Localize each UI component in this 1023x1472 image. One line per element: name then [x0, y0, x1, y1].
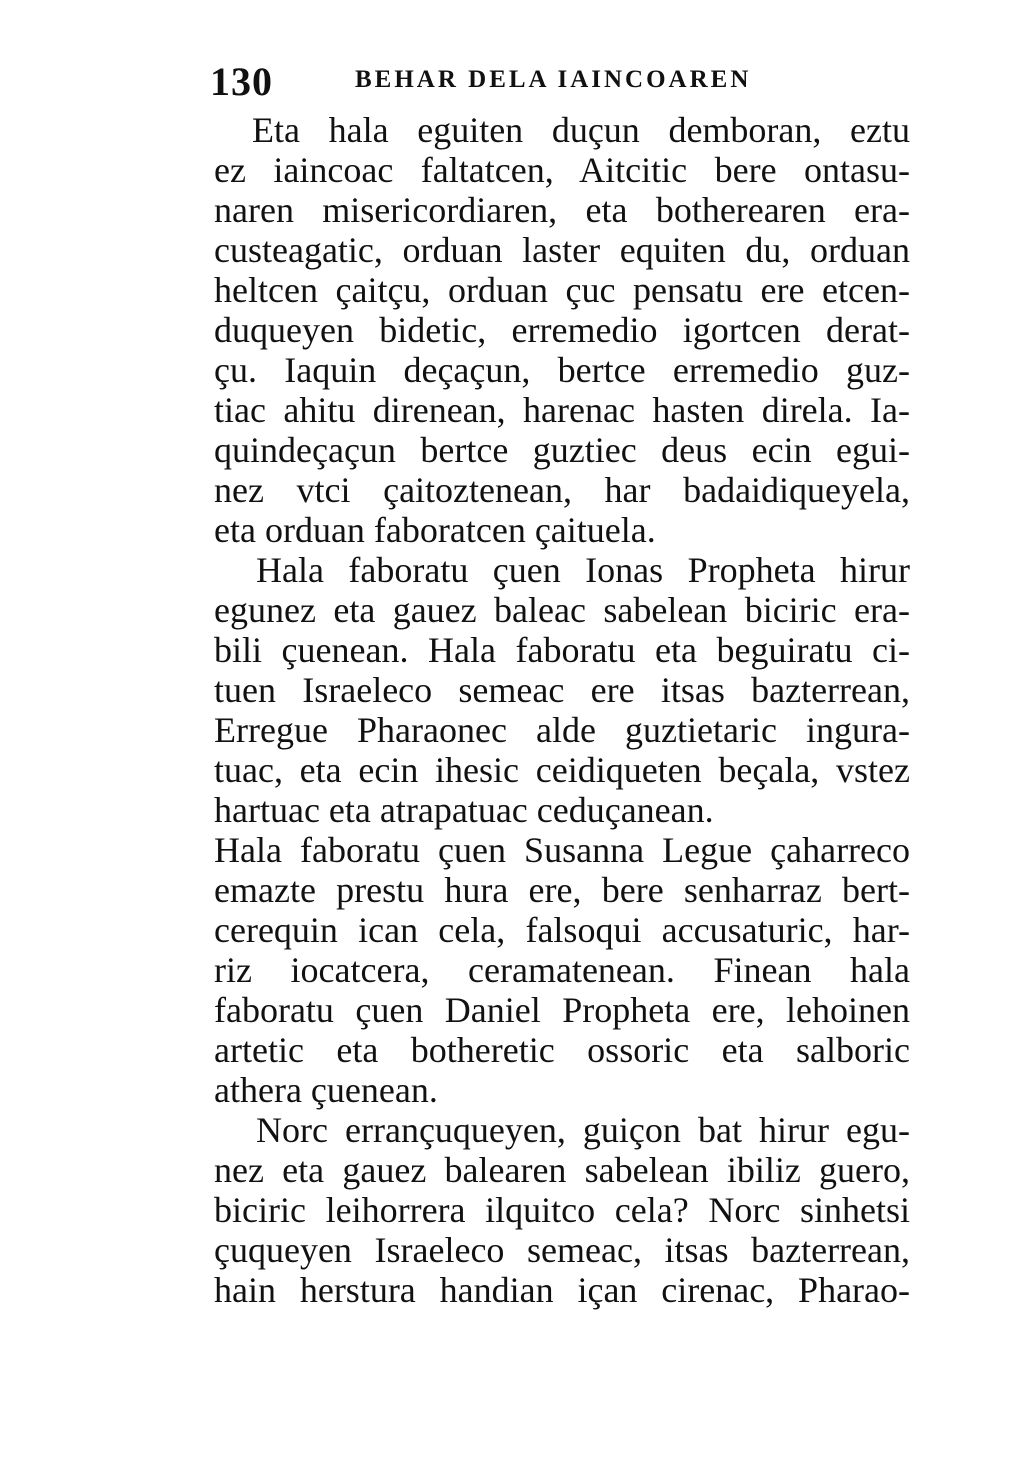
text-line: ez iaincoac faltatcen, Aitcitic bere ontasu-: [214, 150, 910, 190]
text-line: heltcen çaitçu, orduan çuc pensatu ere etcen-: [214, 270, 910, 310]
text-line: egunez eta gauez baleac sabelean biciric era-: [214, 590, 910, 630]
text-line: tiac ahitu direnean, harenac hasten direla. Ia-: [214, 390, 910, 430]
text-line: nez vtci çaitoztenean, har badaidiqueyela,: [214, 470, 910, 510]
text-line: çuqueyen Israeleco semeac, itsas bazterrean,: [214, 1230, 910, 1270]
text-line: çu. Iaquin deçaçun, bertce erremedio guz-: [214, 350, 910, 390]
page-header: [210, 58, 910, 104]
text-line: custeagatic, orduan laster equiten du, orduan: [214, 230, 910, 270]
text-line: eta orduan faboratcen çaituela.: [214, 510, 656, 550]
text-line: Hala faboratu çuen Susanna Legue çaharreco: [214, 830, 910, 870]
text-line: biciric leihorrera ilquitco cela? Norc sinhetsi: [214, 1190, 910, 1230]
text-line: quindeçaçun bertce guztiec deus ecin egui-: [214, 430, 910, 470]
text-line: tuac, eta ecin ihesic ceidiqueten beçala, vstez: [214, 750, 910, 790]
text-line: Erregue Pharaonec alde guztietaric ingura-: [214, 710, 910, 750]
text-line: Hala faboratu çuen Ionas Propheta hirur: [256, 550, 910, 590]
text-line: nez eta gauez balearen sabelean ibiliz guero,: [214, 1150, 910, 1190]
text-line: artetic eta botheretic ossoric eta salboric: [214, 1030, 910, 1070]
text-line: naren misericordiaren, eta botherearen era-: [214, 190, 910, 230]
text-line: Norc errançuqueyen, guiçon bat hirur egu-: [256, 1110, 910, 1150]
text-line: cerequin ican cela, falsoqui accusaturic, har-: [214, 910, 910, 950]
text-line: tuen Israeleco semeac ere itsas bazterrean,: [214, 670, 910, 710]
running-title: BEHAR DELA IAINCOAREN: [355, 66, 752, 93]
text-line: bili çuenean. Hala faboratu eta beguiratu ci-: [214, 630, 910, 670]
text-line: riz iocatcera, ceramatenean. Finean hala: [214, 950, 910, 990]
page-number: 130: [210, 59, 273, 104]
text-line: athera çuenean.: [214, 1070, 438, 1110]
text-line: Eta hala eguiten duçun demboran, eztu: [252, 110, 910, 150]
text-line: hartuac eta atrapatuac ceduçanean.: [214, 790, 714, 830]
text-line: hain herstura handian içan cirenac, Pharao-: [214, 1270, 910, 1310]
text-line: duqueyen bidetic, erremedio igortcen derat-: [214, 310, 910, 350]
text-line: faboratu çuen Daniel Propheta ere, lehoinen: [214, 990, 910, 1030]
text-line: emazte prestu hura ere, bere senharraz bert-: [214, 870, 910, 910]
body-text: [214, 110, 910, 1310]
